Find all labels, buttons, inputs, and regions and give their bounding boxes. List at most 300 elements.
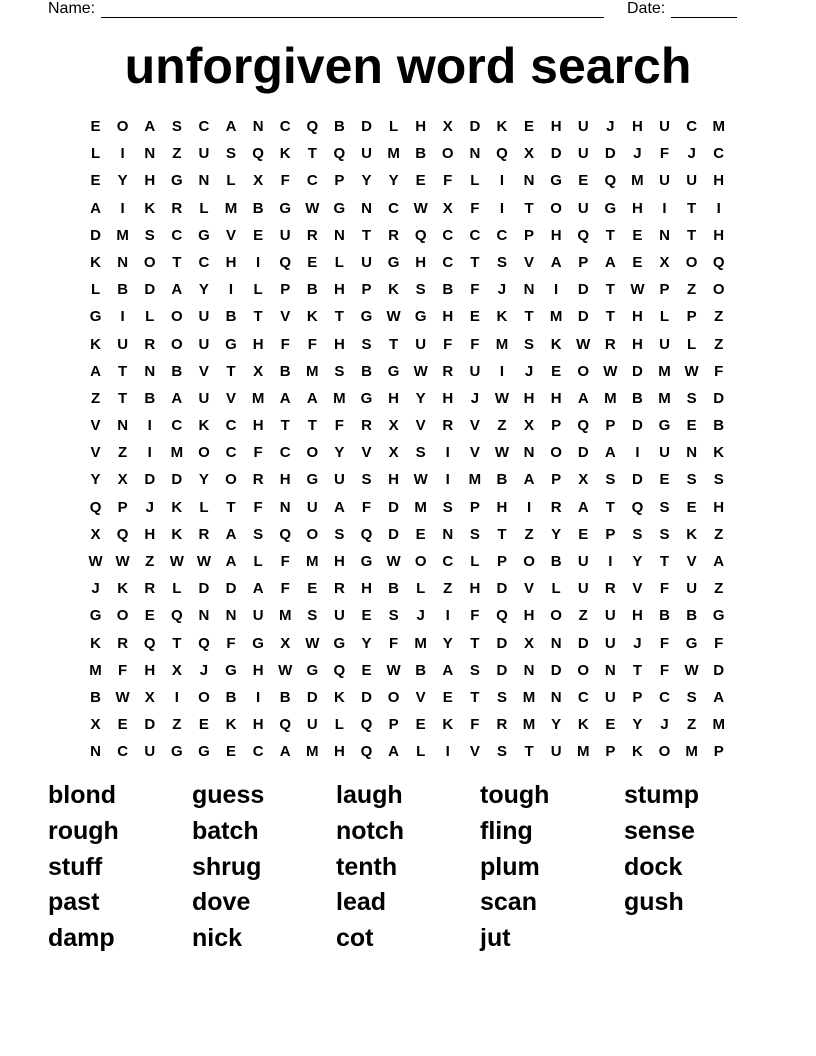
grid-letter: Q: [279, 525, 292, 543]
grid-letter: M: [522, 716, 536, 734]
grid-letter: B: [659, 607, 670, 625]
grid-letter: X: [524, 634, 535, 652]
grid-letter: K: [713, 444, 725, 462]
grid-letter: O: [170, 308, 183, 326]
grid-letter: D: [632, 471, 643, 489]
grid-letter: N: [225, 607, 237, 625]
grid-letter: P: [686, 308, 697, 326]
grid-row: [82, 548, 732, 575]
grid-letter: Y: [361, 634, 372, 652]
grid-letter: Q: [143, 634, 156, 652]
grid-letter: Q: [116, 525, 129, 543]
grid-letter: N: [523, 281, 535, 299]
grid-letter: G: [712, 607, 725, 625]
grid-letter: V: [415, 417, 426, 435]
grid-letter: M: [306, 743, 319, 761]
grid-letter: D: [144, 471, 156, 489]
grid-letter: F: [659, 145, 670, 163]
grid-letter: H: [333, 335, 345, 353]
grid-letter: U: [198, 335, 210, 353]
grid-letter: Z: [172, 145, 182, 163]
grid-letter: G: [333, 634, 346, 652]
grid-letter: L: [551, 580, 561, 598]
grid-letter: A: [279, 389, 291, 407]
grid-letter: Z: [172, 716, 182, 734]
grid-letter: F: [280, 335, 290, 353]
grid-letter: Q: [306, 118, 319, 135]
word-list-item: stump: [624, 781, 699, 809]
grid-letter: U: [686, 172, 698, 190]
grid-letter: T: [172, 634, 182, 652]
grid-letter: K: [686, 525, 698, 543]
grid-letter: F: [334, 417, 344, 435]
word-list-item: gush: [624, 888, 684, 917]
grid-letter: M: [658, 389, 671, 407]
grid-letter: V: [469, 743, 480, 761]
grid-row: [82, 630, 732, 657]
grid-row: [82, 222, 732, 249]
grid-letter: M: [631, 172, 644, 190]
grid-letter: N: [469, 145, 481, 163]
grid-letter: B: [171, 362, 183, 380]
grid-letter: V: [90, 444, 101, 462]
grid-letter: Z: [714, 525, 724, 543]
grid-letter: S: [686, 688, 697, 706]
grid-letter: C: [171, 226, 183, 244]
grid-letter: N: [144, 145, 156, 163]
worksheet-header: [48, 0, 740, 22]
grid-letter: J: [91, 580, 100, 598]
grid-letter: W: [603, 362, 618, 380]
grid-letter: H: [713, 226, 725, 244]
grid-letter: T: [605, 226, 615, 244]
grid-letter: K: [550, 335, 562, 353]
grid-letter: I: [445, 607, 450, 625]
grid-letter: B: [225, 308, 237, 326]
grid-letter: A: [90, 199, 101, 217]
grid-letter: P: [578, 253, 589, 271]
name-field: [48, 0, 604, 18]
grid-letter: G: [360, 308, 373, 326]
grid-letter: A: [225, 118, 237, 135]
grid-letter: T: [307, 145, 317, 163]
page-title: unforgiven word search: [124, 38, 692, 94]
grid-letter: B: [550, 553, 562, 570]
grid-letter: E: [686, 498, 697, 516]
word-list-item: guess: [192, 781, 265, 809]
grid-letter: F: [443, 172, 453, 190]
grid-letter: K: [496, 118, 508, 135]
grid-letter: A: [388, 743, 399, 761]
grid-letter: A: [171, 389, 183, 407]
grid-letter: Y: [551, 525, 562, 543]
grid-letter: C: [279, 444, 291, 462]
grid-letter: Y: [198, 471, 209, 489]
grid-letter: W: [386, 308, 401, 326]
grid-letter: X: [90, 716, 101, 734]
grid-letter: L: [90, 145, 101, 163]
grid-letter: O: [577, 661, 590, 679]
grid-letter: A: [550, 253, 562, 271]
grid-letter: A: [225, 553, 237, 570]
grid-letter: D: [550, 661, 562, 679]
grid-letter: W: [305, 199, 320, 217]
grid-letter: T: [524, 308, 534, 326]
grid-letter: E: [415, 172, 426, 190]
grid-letter: U: [333, 471, 345, 489]
grid-letter: G: [658, 417, 671, 435]
grid-letter: I: [554, 281, 559, 299]
grid-letter: A: [252, 580, 264, 598]
word-list-item: dock: [624, 852, 683, 881]
word-list-item: notch: [336, 816, 405, 845]
grid-letter: T: [605, 498, 615, 516]
grid-letter: I: [120, 145, 125, 163]
grid-letter: G: [225, 335, 237, 353]
grid-letter: C: [279, 118, 291, 135]
grid-letter: U: [198, 389, 210, 407]
grid-letter: U: [306, 716, 318, 734]
grid-letter: P: [551, 471, 562, 489]
grid-letter: Q: [631, 498, 644, 516]
grid-letter: W: [278, 661, 293, 679]
grid-letter: H: [469, 580, 481, 598]
grid-letter: P: [551, 417, 562, 435]
grid-letter: X: [253, 362, 264, 380]
grid-letter: F: [253, 444, 263, 462]
grid-letter: R: [442, 362, 454, 380]
grid-letter: P: [605, 417, 616, 435]
grid-letter: M: [604, 389, 617, 407]
grid-letter: X: [524, 417, 535, 435]
grid-letter: U: [604, 688, 616, 706]
grid-letter: T: [307, 417, 317, 435]
word-list-item: laugh: [336, 781, 403, 809]
date-label: Date:: [627, 0, 666, 17]
grid-letter: F: [659, 661, 670, 679]
grid-letter: T: [388, 335, 399, 353]
grid-letter: G: [387, 253, 400, 271]
grid-letter: K: [144, 199, 156, 217]
grid-letter: S: [171, 118, 182, 135]
grid-letter: K: [225, 716, 237, 734]
grid-letter: U: [252, 607, 264, 625]
grid-letter: F: [470, 281, 480, 299]
grid-letter: H: [144, 525, 156, 543]
grid-letter: E: [117, 716, 128, 734]
grid-letter: E: [578, 525, 589, 543]
grid-letter: E: [415, 716, 426, 734]
grid-letter: O: [550, 444, 562, 462]
grid-letter: T: [632, 661, 642, 679]
grid-letter: A: [171, 281, 183, 299]
grid-letter: J: [633, 145, 642, 163]
grid-letter: V: [415, 688, 426, 706]
grid-letter: S: [713, 471, 724, 489]
grid-letter: E: [90, 118, 101, 135]
grid-letter: C: [659, 688, 670, 706]
grid-letter: U: [550, 743, 562, 761]
grid-letter: H: [333, 553, 345, 570]
grid-letter: X: [388, 444, 399, 462]
grid-letter: C: [496, 226, 508, 244]
grid-letter: A: [144, 118, 156, 135]
grid-letter: B: [117, 281, 129, 299]
grid-letter: H: [333, 743, 345, 761]
grid-letter: U: [604, 607, 616, 625]
grid-letter: N: [686, 444, 698, 462]
grid-letter: Z: [90, 389, 101, 407]
grid-letter: F: [226, 634, 236, 652]
grid-letter: P: [334, 172, 345, 190]
grid-letter: H: [523, 607, 535, 625]
grid-letter: N: [117, 417, 129, 435]
grid-row: [82, 521, 732, 548]
grid-letter: G: [604, 199, 617, 217]
grid-letter: U: [577, 553, 589, 570]
grid-letter: I: [716, 199, 721, 217]
grid-letter: O: [550, 607, 562, 625]
grid-letter: F: [118, 661, 128, 679]
grid-letter: N: [550, 688, 562, 706]
grid-letter: E: [198, 716, 209, 734]
grid-letter: I: [445, 444, 450, 462]
grid-letter: L: [416, 580, 426, 598]
grid-letter: K: [198, 417, 210, 435]
grid-letter: G: [198, 226, 210, 244]
grid-letter: S: [469, 525, 480, 543]
grid-row: [82, 167, 732, 194]
grid-letter: H: [252, 335, 264, 353]
grid-letter: Z: [578, 607, 588, 625]
grid-letter: L: [687, 335, 697, 353]
grid-letter: G: [89, 308, 102, 326]
grid-row: [82, 466, 732, 493]
grid-letter: C: [686, 118, 698, 135]
grid-letter: F: [280, 553, 290, 570]
grid-letter: Y: [198, 281, 209, 299]
grid-letter: E: [605, 716, 616, 734]
grid-letter: Q: [198, 634, 210, 652]
grid-letter: E: [90, 172, 101, 190]
grid-letter: X: [144, 688, 155, 706]
grid-letter: P: [605, 743, 616, 761]
grid-letter: C: [171, 417, 183, 435]
grid-letter: Y: [551, 716, 562, 734]
grid-letter: I: [120, 308, 125, 326]
grid-letter: D: [144, 281, 156, 299]
grid-letter: Y: [632, 716, 643, 734]
grid-letter: F: [388, 634, 399, 652]
grid-letter: W: [386, 661, 401, 679]
grid-letter: A: [713, 553, 725, 570]
grid-letter: S: [334, 525, 345, 543]
grid-letter: H: [632, 335, 643, 353]
grid-letter: J: [145, 498, 154, 516]
grid-letter: L: [253, 553, 263, 570]
grid-letter: L: [388, 118, 399, 135]
grid-letter: I: [526, 498, 532, 516]
grid-letter: D: [496, 580, 508, 598]
grid-letter: C: [225, 417, 237, 435]
grid-letter: Z: [145, 553, 155, 570]
grid-letter: I: [608, 553, 613, 570]
grid-letter: L: [145, 308, 155, 326]
grid-letter: G: [360, 389, 373, 407]
grid-letter: O: [116, 607, 129, 625]
grid-letter: T: [226, 362, 236, 380]
grid-letter: S: [442, 498, 453, 516]
grid-letter: E: [469, 308, 480, 326]
grid-letter: F: [280, 580, 290, 598]
word-list-item: past: [48, 888, 100, 917]
grid-row: [82, 358, 732, 385]
grid-letter: S: [659, 525, 670, 543]
grid-letter: M: [712, 716, 725, 734]
grid-letter: S: [469, 661, 480, 679]
grid-letter: B: [415, 145, 427, 163]
grid-letter: K: [90, 335, 101, 353]
grid-letter: F: [361, 498, 372, 516]
grid-letter: F: [253, 498, 263, 516]
grid-letter: G: [306, 471, 319, 489]
grid-letter: S: [415, 281, 426, 299]
grid-letter: G: [225, 661, 237, 679]
grid-letter: H: [632, 308, 643, 326]
grid-row: [82, 494, 732, 521]
grid-letter: N: [442, 525, 454, 543]
grid-letter: E: [226, 743, 237, 761]
grid-letter: E: [307, 253, 318, 271]
grid-letter: X: [524, 145, 535, 163]
grid-letter: D: [306, 688, 318, 706]
grid-letter: F: [470, 199, 480, 217]
grid-letter: E: [632, 226, 643, 244]
grid-letter: R: [604, 335, 616, 353]
grid-letter: Z: [714, 308, 724, 326]
grid-letter: O: [414, 553, 427, 570]
grid-letter: D: [144, 716, 156, 734]
grid-letter: H: [144, 661, 156, 679]
grid-letter: N: [659, 226, 670, 244]
grid-letter: M: [306, 362, 319, 380]
grid-letter: I: [499, 172, 505, 190]
grid-letter: U: [279, 226, 291, 244]
grid-letter: U: [198, 145, 210, 163]
grid-letter: L: [416, 743, 426, 761]
grid-letter: H: [550, 226, 562, 244]
grid-letter: W: [386, 553, 401, 570]
grid-row: [82, 684, 732, 711]
grid-letter: L: [90, 281, 101, 299]
grid-letter: T: [659, 553, 670, 570]
grid-letter: E: [659, 471, 670, 489]
grid-letter: O: [306, 444, 319, 462]
grid-letter: D: [388, 525, 399, 543]
grid-letter: K: [171, 498, 183, 516]
grid-row: [82, 276, 732, 303]
grid-letter: Q: [279, 253, 292, 271]
grid-letter: X: [253, 172, 264, 190]
grid-letter: N: [117, 253, 129, 271]
grid-letter: M: [306, 553, 319, 570]
word-list-item: cot: [336, 924, 374, 953]
word-list-item: damp: [48, 924, 115, 953]
grid-letter: F: [470, 335, 480, 353]
grid-row: [82, 331, 732, 358]
grid-letter: M: [224, 199, 238, 217]
grid-letter: U: [415, 335, 427, 353]
grid-letter: E: [361, 661, 372, 679]
grid-row: [82, 657, 732, 684]
word-list-item: lead: [336, 888, 387, 917]
letter-grid: [82, 113, 732, 766]
grid-letter: D: [361, 688, 372, 706]
grid-letter: Q: [360, 525, 373, 543]
grid-letter: P: [388, 716, 399, 734]
grid-letter: I: [635, 444, 640, 462]
grid-letter: F: [714, 634, 724, 652]
grid-letter: P: [632, 688, 643, 706]
grid-letter: B: [632, 389, 643, 407]
grid-letter: T: [497, 525, 507, 543]
grid-letter: V: [226, 389, 237, 407]
grid-letter: V: [524, 253, 535, 271]
grid-letter: C: [225, 444, 237, 462]
grid-letter: L: [253, 281, 263, 299]
grid-letter: T: [280, 417, 290, 435]
grid-letter: Q: [333, 661, 346, 679]
grid-letter: W: [630, 281, 645, 299]
grid-letter: B: [496, 471, 508, 489]
grid-letter: S: [496, 253, 507, 271]
grid-letter: D: [577, 634, 589, 652]
grid-letter: Y: [388, 172, 399, 190]
grid-letter: C: [388, 199, 399, 217]
grid-letter: W: [115, 688, 130, 706]
grid-letter: L: [334, 716, 344, 734]
grid-letter: C: [252, 743, 264, 761]
grid-letter: H: [550, 389, 562, 407]
grid-letter: P: [117, 498, 128, 516]
grid-letter: S: [686, 389, 697, 407]
grid-row: [82, 249, 732, 276]
grid-letter: H: [361, 580, 372, 598]
grid-letter: R: [361, 417, 372, 435]
grid-letter: K: [90, 253, 101, 271]
grid-letter: Z: [524, 525, 534, 543]
grid-letter: G: [333, 199, 346, 217]
grid-letter: Y: [415, 389, 426, 407]
grid-letter: X: [171, 661, 182, 679]
grid-letter: I: [174, 688, 179, 706]
grid-letter: E: [578, 172, 589, 190]
grid-letter: V: [90, 417, 101, 435]
grid-letter: X: [280, 634, 291, 652]
grid-letter: X: [578, 471, 589, 489]
grid-letter: F: [443, 335, 453, 353]
grid-letter: C: [442, 226, 454, 244]
grid-letter: D: [388, 498, 399, 516]
grid-letter: A: [306, 389, 318, 407]
grid-letter: H: [252, 417, 264, 435]
grid-letter: D: [713, 389, 725, 407]
grid-letter: B: [415, 661, 427, 679]
grid-letter: R: [496, 716, 508, 734]
grid-letter: P: [605, 525, 616, 543]
grid-letter: B: [361, 362, 372, 380]
grid-letter: H: [144, 172, 156, 190]
